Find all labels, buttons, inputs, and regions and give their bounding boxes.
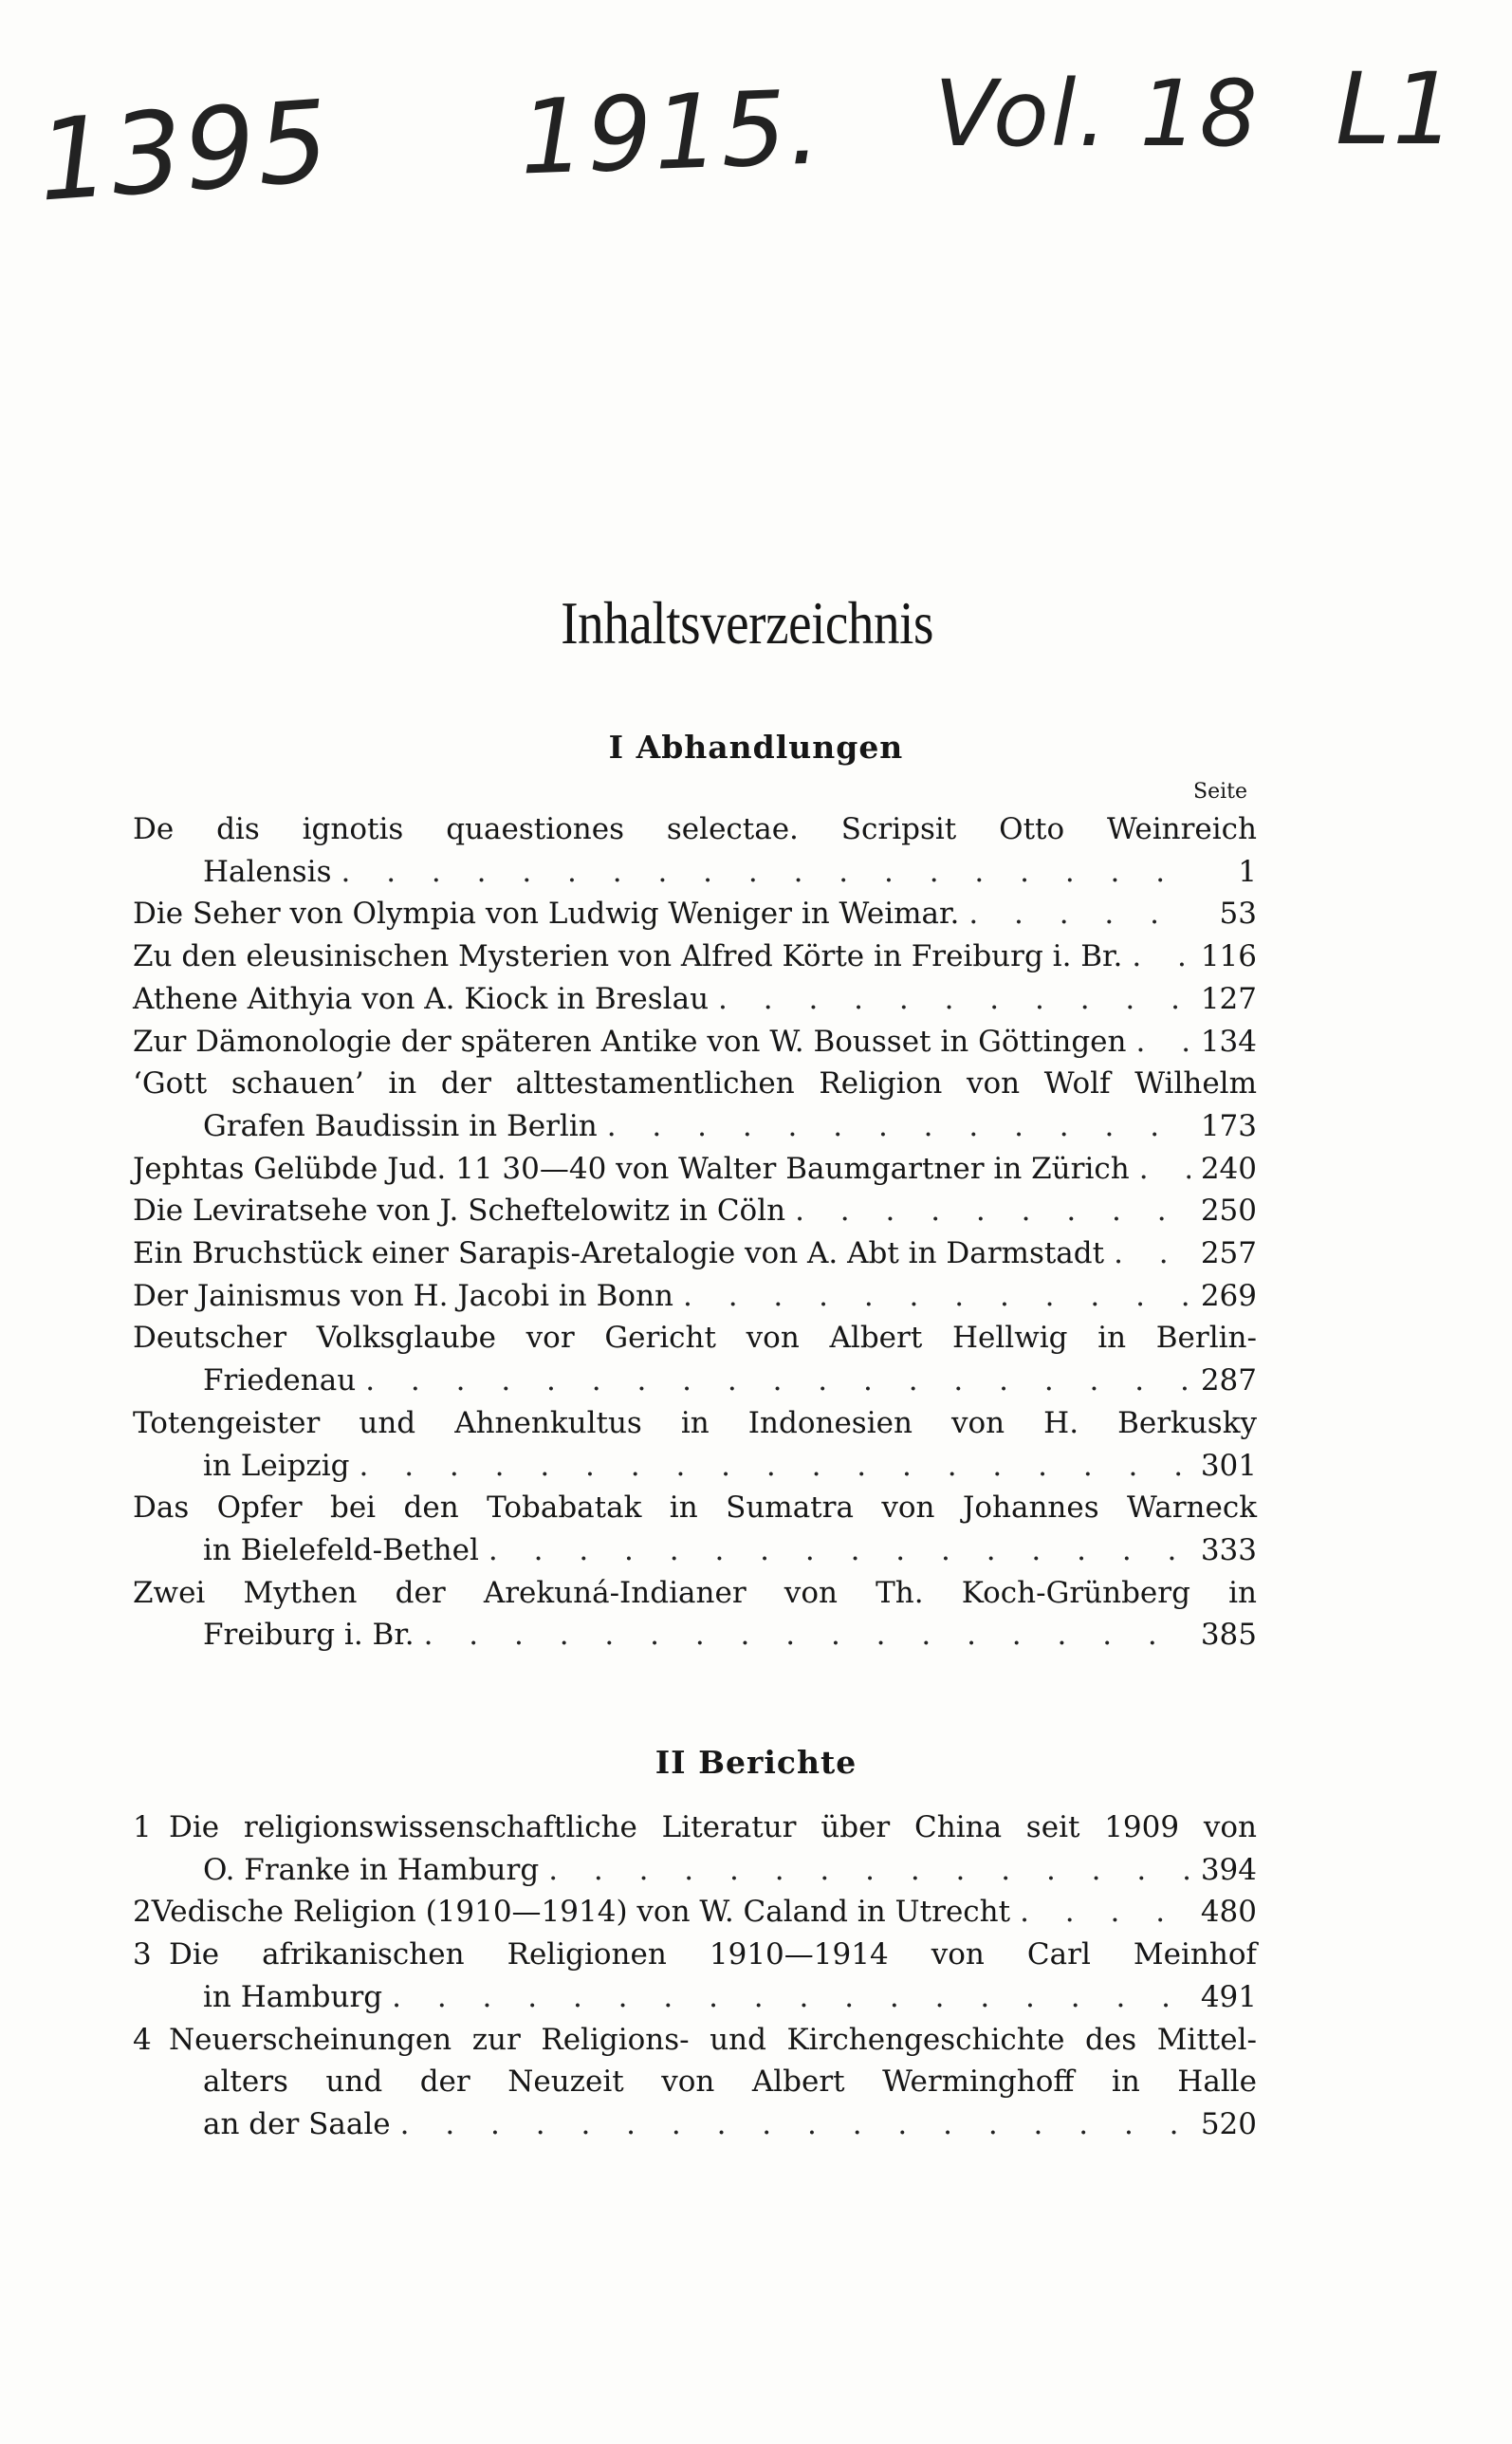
toc-entry-line bbox=[133, 2019, 1257, 2062]
page-number: 257 bbox=[1200, 1236, 1257, 1271]
toc-entry bbox=[133, 1063, 1257, 1147]
dot-leader bbox=[424, 1614, 1190, 1657]
entry-text: ‘Gott schauen’ in der alttestamentlichen Religion von Wolf Wilhelm bbox=[133, 1066, 1257, 1102]
entry-number: 3 bbox=[133, 1937, 152, 1972]
page-title: Inhaltsverzeichnis bbox=[561, 589, 933, 657]
toc-entry-line bbox=[133, 1976, 1257, 2019]
dot-leader bbox=[718, 978, 1190, 1021]
dot-leader bbox=[1139, 1148, 1190, 1191]
toc-entry bbox=[133, 1487, 1257, 1571]
toc-entry bbox=[133, 1891, 1257, 1934]
dot-leader bbox=[365, 1360, 1190, 1402]
toc-entry-line bbox=[133, 1232, 1257, 1275]
toc-entry-line bbox=[133, 935, 1257, 978]
toc-entry bbox=[133, 1806, 1257, 1891]
section-heading-abhandlungen: I Abhandlungen bbox=[608, 729, 904, 766]
page-number: 491 bbox=[1200, 1979, 1257, 2014]
page-number: 173 bbox=[1200, 1108, 1257, 1143]
dot-leader bbox=[683, 1275, 1190, 1318]
entry-text: Ein Bruchstück einer Sarapis-Aretalogie von A. Abt in Darmstadt bbox=[133, 1236, 1105, 1271]
toc-entry-line bbox=[133, 1806, 1257, 1849]
toc-entry-line bbox=[133, 2103, 1257, 2146]
toc-entry bbox=[133, 1317, 1257, 1401]
dot-leader bbox=[795, 1190, 1190, 1232]
toc-entry-line bbox=[133, 2061, 1257, 2103]
toc-entry bbox=[133, 1148, 1257, 1191]
page-number: 127 bbox=[1200, 981, 1257, 1016]
entry-text: Vedische Religion (1910—1914) von W. Caland in Utrecht bbox=[151, 1895, 1011, 1930]
toc-entry-line bbox=[133, 1360, 1257, 1402]
toc-entry-line bbox=[133, 1148, 1257, 1191]
toc-list-berichte bbox=[133, 1806, 1257, 2146]
entry-text: Die Seher von Olympia von Ludwig Weniger in Weimar. bbox=[133, 897, 960, 932]
entry-number: 4 bbox=[133, 2022, 152, 2057]
toc-entry-line bbox=[133, 1021, 1257, 1064]
entry-text: Zwei Mythen der Arekuná-Indianer von Th. Koch-Grünberg in bbox=[133, 1575, 1257, 1610]
dot-leader bbox=[548, 1849, 1190, 1892]
page-number: 134 bbox=[1200, 1024, 1257, 1059]
page-number: 240 bbox=[1200, 1151, 1257, 1186]
page-number: 287 bbox=[1200, 1363, 1257, 1398]
entry-number: 2 bbox=[133, 1895, 152, 1930]
entry-text: Deutscher Volksglaube vor Gericht von Albert Hellwig in Berlin- bbox=[133, 1321, 1257, 1356]
handwritten-code: L1 bbox=[1336, 51, 1458, 167]
toc-entry bbox=[133, 808, 1257, 893]
dot-leader bbox=[1114, 1232, 1190, 1275]
entry-text: Der Jainismus von H. Jacobi in Bonn bbox=[133, 1278, 674, 1313]
entry-text: Die religionswissenschaftliche Literatur über China seit 1909 von bbox=[169, 1810, 1257, 1844]
page-number: 116 bbox=[1200, 939, 1257, 974]
toc-entry bbox=[133, 1232, 1257, 1275]
entry-text: Das Opfer bei den Tobabatak in Sumatra von Johannes Warneck bbox=[133, 1490, 1257, 1526]
entry-text: Neuerscheinungen zur Religions- und Kirchengeschichte des Mittel- bbox=[169, 2022, 1257, 2057]
dot-leader bbox=[1135, 1021, 1190, 1064]
page-number: 333 bbox=[1200, 1532, 1257, 1567]
entry-text: Athene Aithyia von A. Kiock in Breslau bbox=[133, 981, 710, 1016]
entry-text: Grafen Baudissin in Berlin bbox=[203, 1108, 598, 1143]
entry-text: Die Leviratsehe von J. Scheftelowitz in Cöln bbox=[133, 1194, 786, 1229]
toc-entry-line bbox=[133, 1275, 1257, 1318]
dot-leader bbox=[1132, 935, 1190, 978]
page-number: 301 bbox=[1200, 1448, 1257, 1483]
entry-number: 1 bbox=[133, 1810, 152, 1844]
page-number: 520 bbox=[1200, 2106, 1257, 2141]
entry-text: in Hamburg bbox=[203, 1979, 383, 2014]
toc-entry-line bbox=[133, 893, 1257, 935]
entry-text: Zur Dämonologie der späteren Antike von W. Bousset in Göttingen bbox=[133, 1024, 1127, 1059]
dot-leader bbox=[968, 893, 1190, 935]
toc-entry bbox=[133, 978, 1257, 1021]
toc-entry-line bbox=[133, 1529, 1257, 1572]
entry-text: Freiburg i. Br. bbox=[203, 1618, 415, 1653]
toc-entry-line bbox=[133, 1934, 1257, 1976]
toc-entry bbox=[133, 2019, 1257, 2146]
toc-entry bbox=[133, 1021, 1257, 1064]
toc-entry-line bbox=[133, 1849, 1257, 1892]
toc-entry-line bbox=[133, 1487, 1257, 1529]
entry-text: Friedenau bbox=[203, 1363, 357, 1398]
toc-entry bbox=[133, 935, 1257, 978]
column-label-seite: Seite bbox=[1193, 780, 1247, 804]
page-number: 385 bbox=[1200, 1618, 1257, 1653]
toc-entry bbox=[133, 1572, 1257, 1657]
page-number: 53 bbox=[1219, 897, 1257, 932]
toc-entry-line bbox=[133, 1402, 1257, 1445]
toc-entry-line bbox=[133, 1445, 1257, 1488]
entry-text: Zu den eleusinischen Mysterien von Alfred Körte in Freiburg i. Br. bbox=[133, 939, 1123, 974]
dot-leader bbox=[489, 1529, 1190, 1572]
entry-text: Jephtas Gelübde Jud. 11 30—40 von Walter Baumgartner in Zürich bbox=[133, 1151, 1130, 1186]
entry-text: an der Saale bbox=[203, 2106, 391, 2141]
handwritten-year: 1915. bbox=[517, 68, 825, 198]
toc-entry bbox=[133, 1402, 1257, 1487]
dot-leader bbox=[360, 1445, 1190, 1488]
entry-text: in Bielefeld-Bethel bbox=[203, 1532, 479, 1567]
toc-entry bbox=[133, 1190, 1257, 1232]
toc-entry-line bbox=[133, 978, 1257, 1021]
dot-leader bbox=[607, 1105, 1190, 1148]
dot-leader bbox=[341, 851, 1190, 894]
handwritten-number: 1395 bbox=[33, 75, 335, 227]
page-number: 1 bbox=[1238, 854, 1257, 889]
toc-list-abhandlungen bbox=[133, 808, 1257, 1657]
entry-text: alters und der Neuzeit von Albert Werminghoff in Halle bbox=[203, 2064, 1257, 2100]
dot-leader bbox=[1020, 1891, 1190, 1934]
entry-text: Die afrikanischen Religionen 1910—1914 von Carl Meinhof bbox=[169, 1937, 1257, 1972]
section-heading-berichte: II Berichte bbox=[655, 1744, 857, 1781]
entry-text: O. Franke in Hamburg bbox=[203, 1852, 540, 1887]
toc-entry-line bbox=[133, 1891, 1257, 1934]
handwritten-volume: Vol. 18 bbox=[934, 61, 1260, 167]
dot-leader bbox=[400, 2103, 1190, 2146]
toc-entry-line bbox=[133, 1614, 1257, 1657]
entry-text: De dis ignotis quaestiones selectae. Scripsit Otto Weinreich bbox=[133, 812, 1257, 846]
toc-entry-line bbox=[133, 1317, 1257, 1360]
toc-entry bbox=[133, 893, 1257, 935]
toc-entry bbox=[133, 1275, 1257, 1318]
toc-entry-line bbox=[133, 808, 1257, 851]
toc-entry-line bbox=[133, 1572, 1257, 1615]
entry-text: in Leipzig bbox=[203, 1448, 350, 1483]
page-number: 250 bbox=[1200, 1194, 1257, 1229]
page-number: 480 bbox=[1200, 1895, 1257, 1930]
toc-entry-line bbox=[133, 1105, 1257, 1148]
toc-entry bbox=[133, 1934, 1257, 2018]
entry-text: Halensis bbox=[203, 854, 332, 889]
page-number: 269 bbox=[1200, 1278, 1257, 1313]
page-number: 394 bbox=[1200, 1852, 1257, 1887]
toc-entry-line bbox=[133, 1190, 1257, 1232]
dot-leader bbox=[392, 1976, 1190, 2019]
entry-text: Totengeister und Ahnenkultus in Indonesien von H. Berkusky bbox=[133, 1405, 1257, 1440]
toc-entry-line bbox=[133, 1063, 1257, 1105]
toc-entry-line bbox=[133, 851, 1257, 894]
